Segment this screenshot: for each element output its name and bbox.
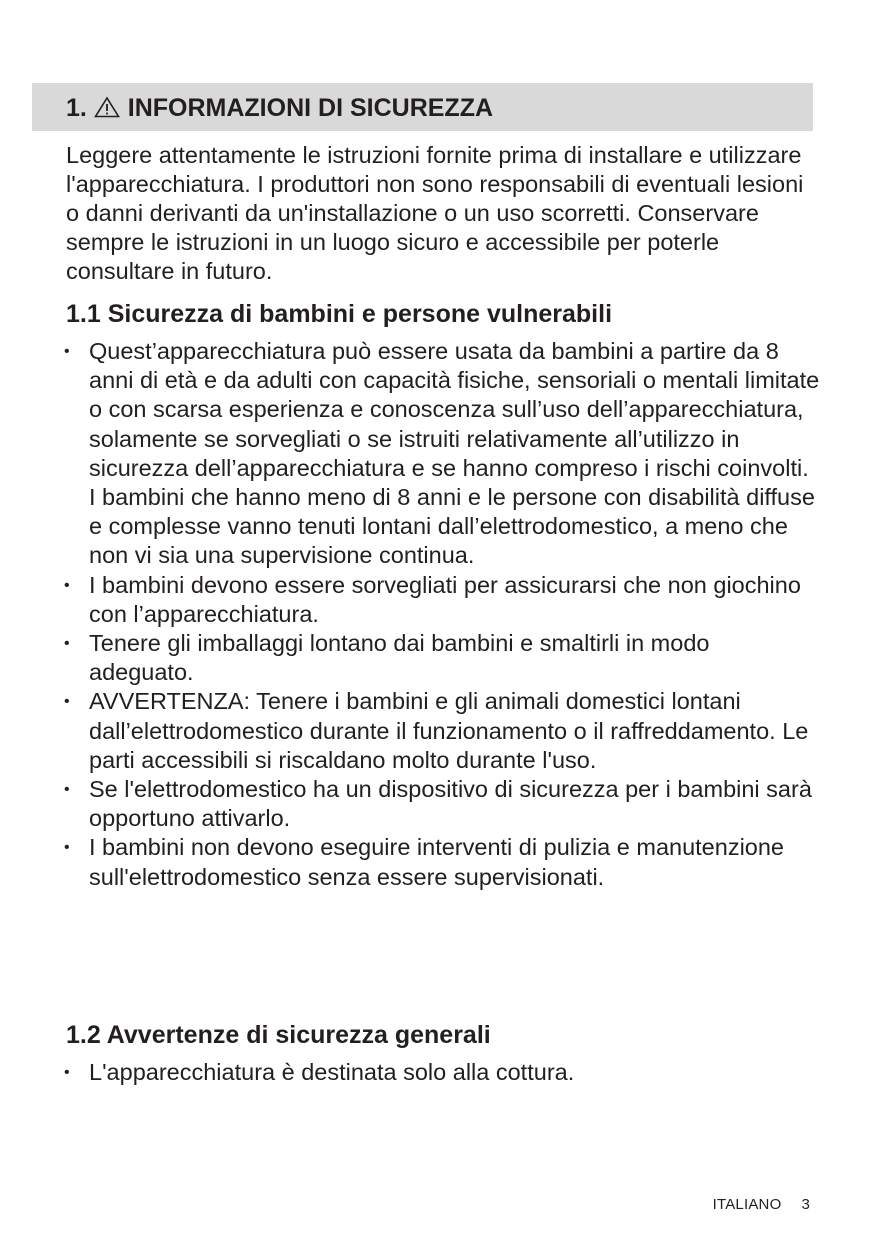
- list-item: [0, 571, 820, 629]
- list-item-text: Se l'elettrodomestico ha un dispositivo di sicurezza per i bambini sarà opportuno attivarlo.: [89, 776, 812, 832]
- section-number: 1.: [66, 94, 87, 122]
- list-item: [0, 775, 820, 833]
- list-item: [0, 337, 820, 571]
- list-item: [0, 1058, 820, 1087]
- list-item-text: Tenere gli imballaggi lontano dai bambini e smaltirli in modo adeguato.: [89, 630, 710, 686]
- general-warnings-list: [0, 1058, 820, 1087]
- list-item-text: I bambini non devono eseguire interventi di pulizia e manutenzione sull'elettrodomestico senza essere supervisionati.: [89, 834, 785, 890]
- list-item-text: AVVERTENZA: Tenere i bambini e gli animali domestici lontani dall’elettrodomestico durante il funzionamento o il raffreddamento. Le parti accessibili si riscaldano molto durante l'uso.: [89, 688, 809, 773]
- subsection-heading-children-safety: 1.1 Sicurezza di bambini e persone vulnerabili: [66, 300, 613, 328]
- list-item: [0, 687, 820, 775]
- warning-triangle-icon: [94, 96, 120, 118]
- list-item-text: Quest’apparecchiatura può essere usata da bambini a partire da 8 anni di età e da adulti con capacità fisiche, sensoriali o mentali limitate o con scarsa esperienza e conoscenza sull’uso dell’apparecchiatura, solamente se sorvegliati o se istruiti relativamente all’utilizzo in sicurezza dell’apparecchiatura e se hanno compreso i rischi coinvolti. I bambini che hanno meno di 8 anni e le persone con disabilità diffuse e complesse vanno tenuti lontani dall’elettrodomestico, a meno che non vi sia una supervisione continua.: [89, 338, 820, 569]
- children-safety-list: [0, 337, 820, 892]
- section-title-text: INFORMAZIONI DI SICUREZZA: [127, 94, 494, 122]
- intro-paragraph: Leggere attentamente le istruzioni fornite prima di installare e utilizzare l'apparecchiatura. I produttori non sono responsabili di eventuali lesioni o danni derivanti da un'installazione o un uso scorretti. Conservare sempre le istruzioni in un luogo sicuro e accessibile per poterle consultare in futuro.: [66, 142, 804, 284]
- footer-language: ITALIANO: [712, 1196, 782, 1213]
- page-number: 3: [801, 1196, 810, 1213]
- page-footer: [713, 1195, 810, 1215]
- bullet-icon: •: [64, 343, 70, 360]
- bullet-icon: •: [64, 1064, 70, 1081]
- list-item-text: I bambini devono essere sorvegliati per assicurarsi che non giochino con l’apparecchiatura.: [89, 571, 801, 627]
- bullet-icon: •: [64, 635, 70, 653]
- bullet-icon: •: [64, 693, 70, 711]
- bullet-icon: •: [64, 781, 70, 799]
- bullet-icon: •: [64, 839, 70, 857]
- list-item: [0, 833, 820, 891]
- list-item: [0, 629, 820, 687]
- subsection-heading-general-warnings: 1.2 Avvertenze di sicurezza generali: [66, 1021, 491, 1049]
- section-title: [66, 93, 493, 123]
- list-item-text: L'apparecchiatura è destinata solo alla cottura.: [89, 1059, 575, 1085]
- bullet-icon: •: [64, 576, 70, 594]
- section-header-bar: [32, 83, 813, 131]
